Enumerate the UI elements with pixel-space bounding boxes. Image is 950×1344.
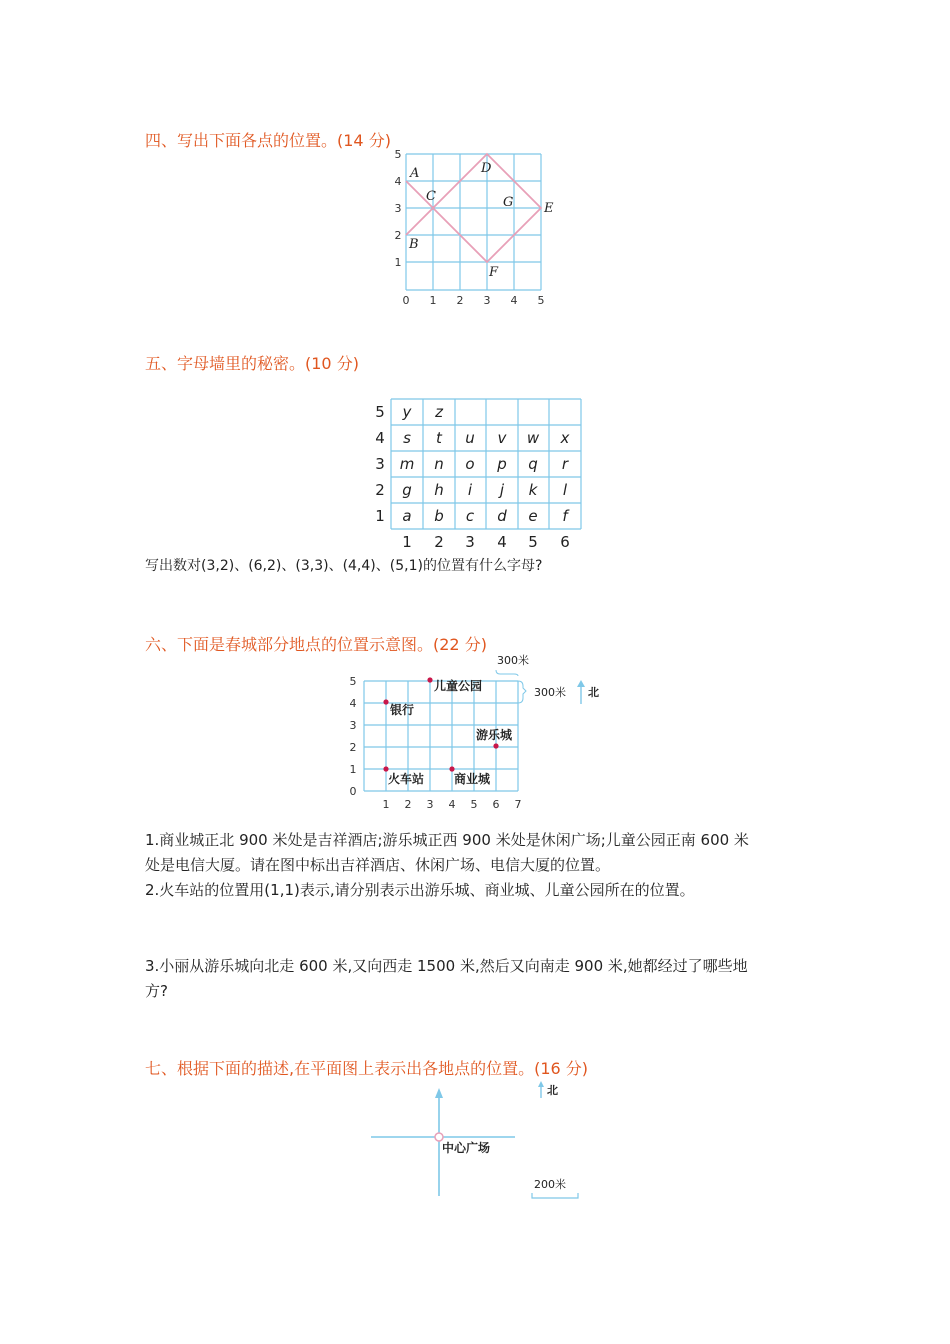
svg-text:4: 4 bbox=[510, 294, 518, 307]
north-label: 北 bbox=[588, 686, 599, 699]
col-labels bbox=[402, 533, 570, 551]
svg-text:b: b bbox=[434, 507, 444, 525]
letter-wall bbox=[365, 395, 590, 555]
scale-top-label: 300米 bbox=[497, 654, 529, 667]
svg-text:6: 6 bbox=[492, 798, 500, 811]
scale-right-label: 300米 bbox=[534, 686, 566, 699]
svg-text:v: v bbox=[497, 429, 507, 447]
svg-text:2: 2 bbox=[375, 481, 385, 499]
y-axis-labels bbox=[395, 148, 402, 269]
svg-text:t: t bbox=[436, 429, 442, 447]
section4-heading: 四、写出下面各点的位置。(14 分) bbox=[145, 131, 391, 150]
amusement-label: 游乐城 bbox=[476, 728, 513, 742]
section5-question: 写出数对(3,2)、(6,2)、(3,3)、(4,4)、(5,1)的位置有什么字母? bbox=[145, 558, 543, 574]
park-label: 儿童公园 bbox=[434, 679, 483, 693]
svg-text:2: 2 bbox=[434, 533, 444, 551]
svg-text:3: 3 bbox=[465, 533, 475, 551]
svg-text:u: u bbox=[465, 429, 475, 447]
svg-text:z: z bbox=[435, 403, 443, 421]
bank-marker bbox=[383, 699, 388, 704]
svg-text:1: 1 bbox=[402, 533, 412, 551]
section6-q3-line1: 3.小丽从游乐城向北走 600 米,又向西走 1500 米,然后又向南走 900 米,她都经过了哪些地 bbox=[145, 957, 748, 975]
svg-text:g: g bbox=[402, 481, 412, 499]
svg-text:l: l bbox=[562, 481, 568, 499]
scale-label: 200米 bbox=[534, 1178, 566, 1191]
svg-text:3: 3 bbox=[349, 719, 357, 732]
coordinate-grid-4 bbox=[385, 146, 565, 312]
svg-text:x: x bbox=[560, 429, 570, 447]
grid-lines bbox=[406, 154, 541, 290]
svg-text:5: 5 bbox=[375, 403, 385, 421]
point-b-label: B bbox=[409, 237, 419, 252]
svg-text:1: 1 bbox=[429, 294, 437, 307]
svg-text:1: 1 bbox=[382, 798, 390, 811]
svg-text:4: 4 bbox=[375, 429, 385, 447]
svg-text:y: y bbox=[402, 403, 412, 421]
point-d-label: D bbox=[481, 161, 492, 176]
section5-heading: 五、字母墙里的秘密。(10 分) bbox=[145, 354, 359, 373]
row-labels bbox=[375, 403, 385, 525]
scale-right-brace bbox=[518, 681, 526, 703]
svg-text:5: 5 bbox=[394, 148, 402, 161]
svg-text:4: 4 bbox=[349, 697, 357, 710]
point-g-label: G bbox=[503, 195, 514, 210]
point-f-label: F bbox=[489, 265, 499, 280]
plan-map bbox=[365, 1080, 595, 1205]
svg-text:s: s bbox=[403, 429, 411, 447]
scale-bar bbox=[532, 1193, 578, 1198]
svg-text:2: 2 bbox=[394, 229, 402, 242]
svg-text:7: 7 bbox=[514, 798, 522, 811]
section6-q2: 2.火车站的位置用(1,1)表示,请分别表示出游乐城、商业城、儿童公园所在的位置。 bbox=[145, 881, 695, 899]
section7-heading: 七、根据下面的描述,在平面图上表示出各地点的位置。(16 分) bbox=[145, 1059, 589, 1078]
svg-text:4: 4 bbox=[394, 175, 402, 188]
center-marker bbox=[435, 1133, 443, 1141]
city-x-labels bbox=[383, 798, 522, 811]
bank-label: 银行 bbox=[390, 703, 415, 717]
section6-heading: 六、下面是春城部分地点的位置示意图。(22 分) bbox=[145, 635, 487, 654]
svg-text:5: 5 bbox=[470, 798, 478, 811]
svg-text:2: 2 bbox=[456, 294, 464, 307]
svg-text:i: i bbox=[467, 481, 473, 499]
x-axis-labels bbox=[403, 294, 545, 307]
station-marker bbox=[383, 766, 388, 771]
svg-text:e: e bbox=[528, 507, 538, 525]
north-label: 北 bbox=[547, 1084, 558, 1097]
svg-text:o: o bbox=[465, 455, 475, 473]
svg-text:2: 2 bbox=[404, 798, 412, 811]
svg-text:k: k bbox=[528, 481, 538, 499]
svg-text:m: m bbox=[399, 455, 415, 473]
mall-label: 商业城 bbox=[454, 772, 491, 786]
point-c-label: C bbox=[426, 189, 436, 204]
svg-text:3: 3 bbox=[394, 202, 402, 215]
svg-text:1: 1 bbox=[349, 763, 357, 776]
svg-text:a: a bbox=[402, 507, 412, 525]
svg-text:0: 0 bbox=[349, 785, 357, 798]
svg-text:3: 3 bbox=[375, 455, 385, 473]
svg-text:w: w bbox=[526, 429, 540, 447]
svg-text:r: r bbox=[561, 455, 569, 473]
section6-q1-line1: 1.商业城正北 900 米处是吉祥酒店;游乐城正西 900 米处是休闲广场;儿童公园正南 600 米 bbox=[145, 831, 749, 849]
letter-grid-lines bbox=[391, 399, 581, 529]
scale-top-brace bbox=[496, 670, 518, 676]
mall-marker bbox=[449, 766, 454, 771]
svg-text:p: p bbox=[497, 455, 507, 473]
north-axis-arrow-icon bbox=[435, 1088, 443, 1098]
svg-text:5: 5 bbox=[528, 533, 538, 551]
svg-text:5: 5 bbox=[537, 294, 545, 307]
letter-cells bbox=[400, 403, 571, 525]
svg-text:1: 1 bbox=[375, 507, 385, 525]
section6-q1-line2: 处是电信大厦。请在图中标出吉祥酒店、休闲广场、电信大厦的位置。 bbox=[145, 856, 611, 874]
north-arrow-icon bbox=[538, 1081, 544, 1087]
svg-text:q: q bbox=[528, 455, 538, 473]
svg-text:3: 3 bbox=[426, 798, 434, 811]
svg-text:d: d bbox=[497, 507, 507, 525]
point-a-label: A bbox=[410, 166, 420, 181]
svg-text:6: 6 bbox=[560, 533, 570, 551]
svg-text:c: c bbox=[465, 507, 475, 525]
svg-text:4: 4 bbox=[497, 533, 507, 551]
svg-text:2: 2 bbox=[349, 741, 357, 754]
svg-text:f: f bbox=[562, 507, 568, 525]
center-label: 中心广场 bbox=[442, 1141, 491, 1155]
svg-text:n: n bbox=[434, 455, 444, 473]
station-label: 火车站 bbox=[388, 772, 425, 786]
svg-text:j: j bbox=[499, 481, 505, 499]
svg-text:1: 1 bbox=[394, 256, 402, 269]
section6-q3-line2: 方? bbox=[145, 982, 168, 1000]
north-arrow-icon bbox=[577, 680, 585, 687]
svg-text:5: 5 bbox=[349, 675, 357, 688]
point-e-label: E bbox=[544, 201, 554, 216]
svg-text:0: 0 bbox=[402, 294, 410, 307]
city-y-labels bbox=[350, 675, 357, 798]
svg-text:3: 3 bbox=[483, 294, 491, 307]
amusement-marker bbox=[493, 743, 498, 748]
park-marker bbox=[427, 677, 432, 682]
city-map bbox=[340, 650, 620, 820]
svg-text:h: h bbox=[434, 481, 444, 499]
svg-text:4: 4 bbox=[448, 798, 456, 811]
